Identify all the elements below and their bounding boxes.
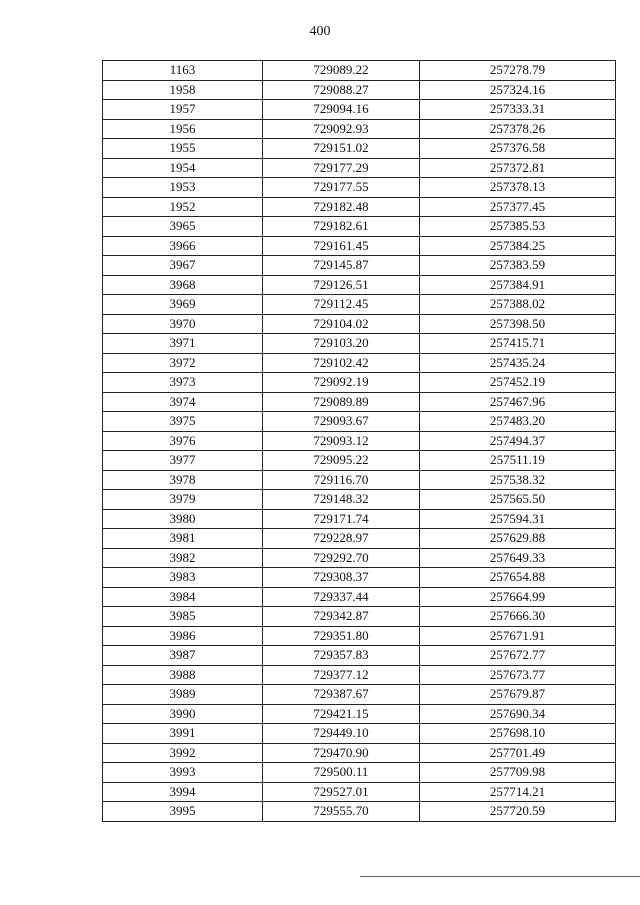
x-coordinate-cell: 729126.51 bbox=[263, 275, 420, 295]
coordinates-table-body bbox=[103, 61, 616, 822]
point-number-cell: 3968 bbox=[103, 275, 263, 295]
y-coordinate-cell: 257333.31 bbox=[420, 100, 616, 120]
x-coordinate-cell: 729103.20 bbox=[263, 334, 420, 354]
table-row bbox=[103, 80, 616, 100]
point-number-cell: 1954 bbox=[103, 158, 263, 178]
y-coordinate-cell: 257629.88 bbox=[420, 529, 616, 549]
table-row bbox=[103, 529, 616, 549]
x-coordinate-cell: 729555.70 bbox=[263, 802, 420, 822]
y-coordinate-cell: 257538.32 bbox=[420, 470, 616, 490]
point-number-cell: 3975 bbox=[103, 412, 263, 432]
table-row bbox=[103, 509, 616, 529]
table-row bbox=[103, 704, 616, 724]
y-coordinate-cell: 257690.34 bbox=[420, 704, 616, 724]
y-coordinate-cell: 257649.33 bbox=[420, 548, 616, 568]
y-coordinate-cell: 257698.10 bbox=[420, 724, 616, 744]
table-row bbox=[103, 334, 616, 354]
table-row bbox=[103, 470, 616, 490]
table-row bbox=[103, 61, 616, 81]
y-coordinate-cell: 257494.37 bbox=[420, 431, 616, 451]
point-number-cell: 3979 bbox=[103, 490, 263, 510]
table-row bbox=[103, 314, 616, 334]
table-row bbox=[103, 646, 616, 666]
y-coordinate-cell: 257378.26 bbox=[420, 119, 616, 139]
x-coordinate-cell: 729094.16 bbox=[263, 100, 420, 120]
y-coordinate-cell: 257372.81 bbox=[420, 158, 616, 178]
point-number-cell: 3994 bbox=[103, 782, 263, 802]
point-number-cell: 3992 bbox=[103, 743, 263, 763]
y-coordinate-cell: 257701.49 bbox=[420, 743, 616, 763]
coordinates-table bbox=[102, 60, 616, 822]
y-coordinate-cell: 257324.16 bbox=[420, 80, 616, 100]
point-number-cell: 3974 bbox=[103, 392, 263, 412]
point-number-cell: 1953 bbox=[103, 178, 263, 198]
y-coordinate-cell: 257384.91 bbox=[420, 275, 616, 295]
point-number-cell: 1956 bbox=[103, 119, 263, 139]
y-coordinate-cell: 257385.53 bbox=[420, 217, 616, 237]
y-coordinate-cell: 257654.88 bbox=[420, 568, 616, 588]
x-coordinate-cell: 729088.27 bbox=[263, 80, 420, 100]
y-coordinate-cell: 257278.79 bbox=[420, 61, 616, 81]
x-coordinate-cell: 729387.67 bbox=[263, 685, 420, 705]
x-coordinate-cell: 729292.70 bbox=[263, 548, 420, 568]
y-coordinate-cell: 257714.21 bbox=[420, 782, 616, 802]
x-coordinate-cell: 729337.44 bbox=[263, 587, 420, 607]
table-row bbox=[103, 431, 616, 451]
point-number-cell: 3976 bbox=[103, 431, 263, 451]
y-coordinate-cell: 257709.98 bbox=[420, 763, 616, 783]
point-number-cell: 3977 bbox=[103, 451, 263, 471]
y-coordinate-cell: 257671.91 bbox=[420, 626, 616, 646]
x-coordinate-cell: 729112.45 bbox=[263, 295, 420, 315]
y-coordinate-cell: 257388.02 bbox=[420, 295, 616, 315]
table-row bbox=[103, 158, 616, 178]
y-coordinate-cell: 257679.87 bbox=[420, 685, 616, 705]
x-coordinate-cell: 729182.48 bbox=[263, 197, 420, 217]
table-row bbox=[103, 763, 616, 783]
y-coordinate-cell: 257376.58 bbox=[420, 139, 616, 159]
table-row bbox=[103, 217, 616, 237]
point-number-cell: 3969 bbox=[103, 295, 263, 315]
table-row bbox=[103, 178, 616, 198]
point-number-cell: 3985 bbox=[103, 607, 263, 627]
x-coordinate-cell: 729148.32 bbox=[263, 490, 420, 510]
table-row bbox=[103, 665, 616, 685]
x-coordinate-cell: 729342.87 bbox=[263, 607, 420, 627]
y-coordinate-cell: 257565.50 bbox=[420, 490, 616, 510]
point-number-cell: 3965 bbox=[103, 217, 263, 237]
table-row bbox=[103, 685, 616, 705]
x-coordinate-cell: 729357.83 bbox=[263, 646, 420, 666]
table-row bbox=[103, 100, 616, 120]
y-coordinate-cell: 257383.59 bbox=[420, 256, 616, 276]
x-coordinate-cell: 729116.70 bbox=[263, 470, 420, 490]
table-row bbox=[103, 412, 616, 432]
y-coordinate-cell: 257673.77 bbox=[420, 665, 616, 685]
point-number-cell: 3984 bbox=[103, 587, 263, 607]
table-row bbox=[103, 607, 616, 627]
x-coordinate-cell: 729228.97 bbox=[263, 529, 420, 549]
point-number-cell: 3987 bbox=[103, 646, 263, 666]
table-row bbox=[103, 197, 616, 217]
point-number-cell: 1955 bbox=[103, 139, 263, 159]
x-coordinate-cell: 729092.19 bbox=[263, 373, 420, 393]
point-number-cell: 3988 bbox=[103, 665, 263, 685]
x-coordinate-cell: 729092.93 bbox=[263, 119, 420, 139]
y-coordinate-cell: 257452.19 bbox=[420, 373, 616, 393]
table-row bbox=[103, 626, 616, 646]
y-coordinate-cell: 257720.59 bbox=[420, 802, 616, 822]
table-row bbox=[103, 295, 616, 315]
table-row bbox=[103, 119, 616, 139]
x-coordinate-cell: 729095.22 bbox=[263, 451, 420, 471]
point-number-cell: 3971 bbox=[103, 334, 263, 354]
table-row bbox=[103, 392, 616, 412]
table-row bbox=[103, 373, 616, 393]
x-coordinate-cell: 729527.01 bbox=[263, 782, 420, 802]
table-row bbox=[103, 451, 616, 471]
y-coordinate-cell: 257666.30 bbox=[420, 607, 616, 627]
point-number-cell: 3973 bbox=[103, 373, 263, 393]
table-row bbox=[103, 782, 616, 802]
point-number-cell: 1163 bbox=[103, 61, 263, 81]
x-coordinate-cell: 729102.42 bbox=[263, 353, 420, 373]
table-row bbox=[103, 724, 616, 744]
page-number: 400 bbox=[309, 24, 331, 39]
y-coordinate-cell: 257483.20 bbox=[420, 412, 616, 432]
y-coordinate-cell: 257384.25 bbox=[420, 236, 616, 256]
point-number-cell: 3978 bbox=[103, 470, 263, 490]
point-number-cell: 3990 bbox=[103, 704, 263, 724]
point-number-cell: 3993 bbox=[103, 763, 263, 783]
x-coordinate-cell: 729177.55 bbox=[263, 178, 420, 198]
y-coordinate-cell: 257594.31 bbox=[420, 509, 616, 529]
y-coordinate-cell: 257398.50 bbox=[420, 314, 616, 334]
x-coordinate-cell: 729161.45 bbox=[263, 236, 420, 256]
table-row bbox=[103, 587, 616, 607]
table-row bbox=[103, 548, 616, 568]
point-number-cell: 3966 bbox=[103, 236, 263, 256]
table-row bbox=[103, 743, 616, 763]
point-number-cell: 1957 bbox=[103, 100, 263, 120]
y-coordinate-cell: 257415.71 bbox=[420, 334, 616, 354]
point-number-cell: 3972 bbox=[103, 353, 263, 373]
point-number-cell: 3986 bbox=[103, 626, 263, 646]
table-row bbox=[103, 139, 616, 159]
point-number-cell: 3989 bbox=[103, 685, 263, 705]
y-coordinate-cell: 257511.19 bbox=[420, 451, 616, 471]
table-row bbox=[103, 275, 616, 295]
x-coordinate-cell: 729093.67 bbox=[263, 412, 420, 432]
y-coordinate-cell: 257378.13 bbox=[420, 178, 616, 198]
point-number-cell: 3980 bbox=[103, 509, 263, 529]
x-coordinate-cell: 729449.10 bbox=[263, 724, 420, 744]
x-coordinate-cell: 729104.02 bbox=[263, 314, 420, 334]
y-coordinate-cell: 257467.96 bbox=[420, 392, 616, 412]
x-coordinate-cell: 729093.12 bbox=[263, 431, 420, 451]
x-coordinate-cell: 729145.87 bbox=[263, 256, 420, 276]
x-coordinate-cell: 729308.37 bbox=[263, 568, 420, 588]
point-number-cell: 3991 bbox=[103, 724, 263, 744]
x-coordinate-cell: 729421.15 bbox=[263, 704, 420, 724]
table-row bbox=[103, 256, 616, 276]
point-number-cell: 3983 bbox=[103, 568, 263, 588]
table-row bbox=[103, 236, 616, 256]
table-row bbox=[103, 490, 616, 510]
x-coordinate-cell: 729351.80 bbox=[263, 626, 420, 646]
x-coordinate-cell: 729377.12 bbox=[263, 665, 420, 685]
x-coordinate-cell: 729171.74 bbox=[263, 509, 420, 529]
table-row bbox=[103, 802, 616, 822]
x-coordinate-cell: 729089.22 bbox=[263, 61, 420, 81]
point-number-cell: 3970 bbox=[103, 314, 263, 334]
table-row bbox=[103, 568, 616, 588]
point-number-cell: 3982 bbox=[103, 548, 263, 568]
x-coordinate-cell: 729089.89 bbox=[263, 392, 420, 412]
x-coordinate-cell: 729151.02 bbox=[263, 139, 420, 159]
table-row bbox=[103, 353, 616, 373]
x-coordinate-cell: 729177.29 bbox=[263, 158, 420, 178]
y-coordinate-cell: 257664.99 bbox=[420, 587, 616, 607]
y-coordinate-cell: 257672.77 bbox=[420, 646, 616, 666]
point-number-cell: 1952 bbox=[103, 197, 263, 217]
point-number-cell: 3967 bbox=[103, 256, 263, 276]
x-coordinate-cell: 729470.90 bbox=[263, 743, 420, 763]
x-coordinate-cell: 729182.61 bbox=[263, 217, 420, 237]
x-coordinate-cell: 729500.11 bbox=[263, 763, 420, 783]
y-coordinate-cell: 257435.24 bbox=[420, 353, 616, 373]
point-number-cell: 1958 bbox=[103, 80, 263, 100]
point-number-cell: 3981 bbox=[103, 529, 263, 549]
y-coordinate-cell: 257377.45 bbox=[420, 197, 616, 217]
point-number-cell: 3995 bbox=[103, 802, 263, 822]
bottom-divider bbox=[360, 876, 640, 877]
